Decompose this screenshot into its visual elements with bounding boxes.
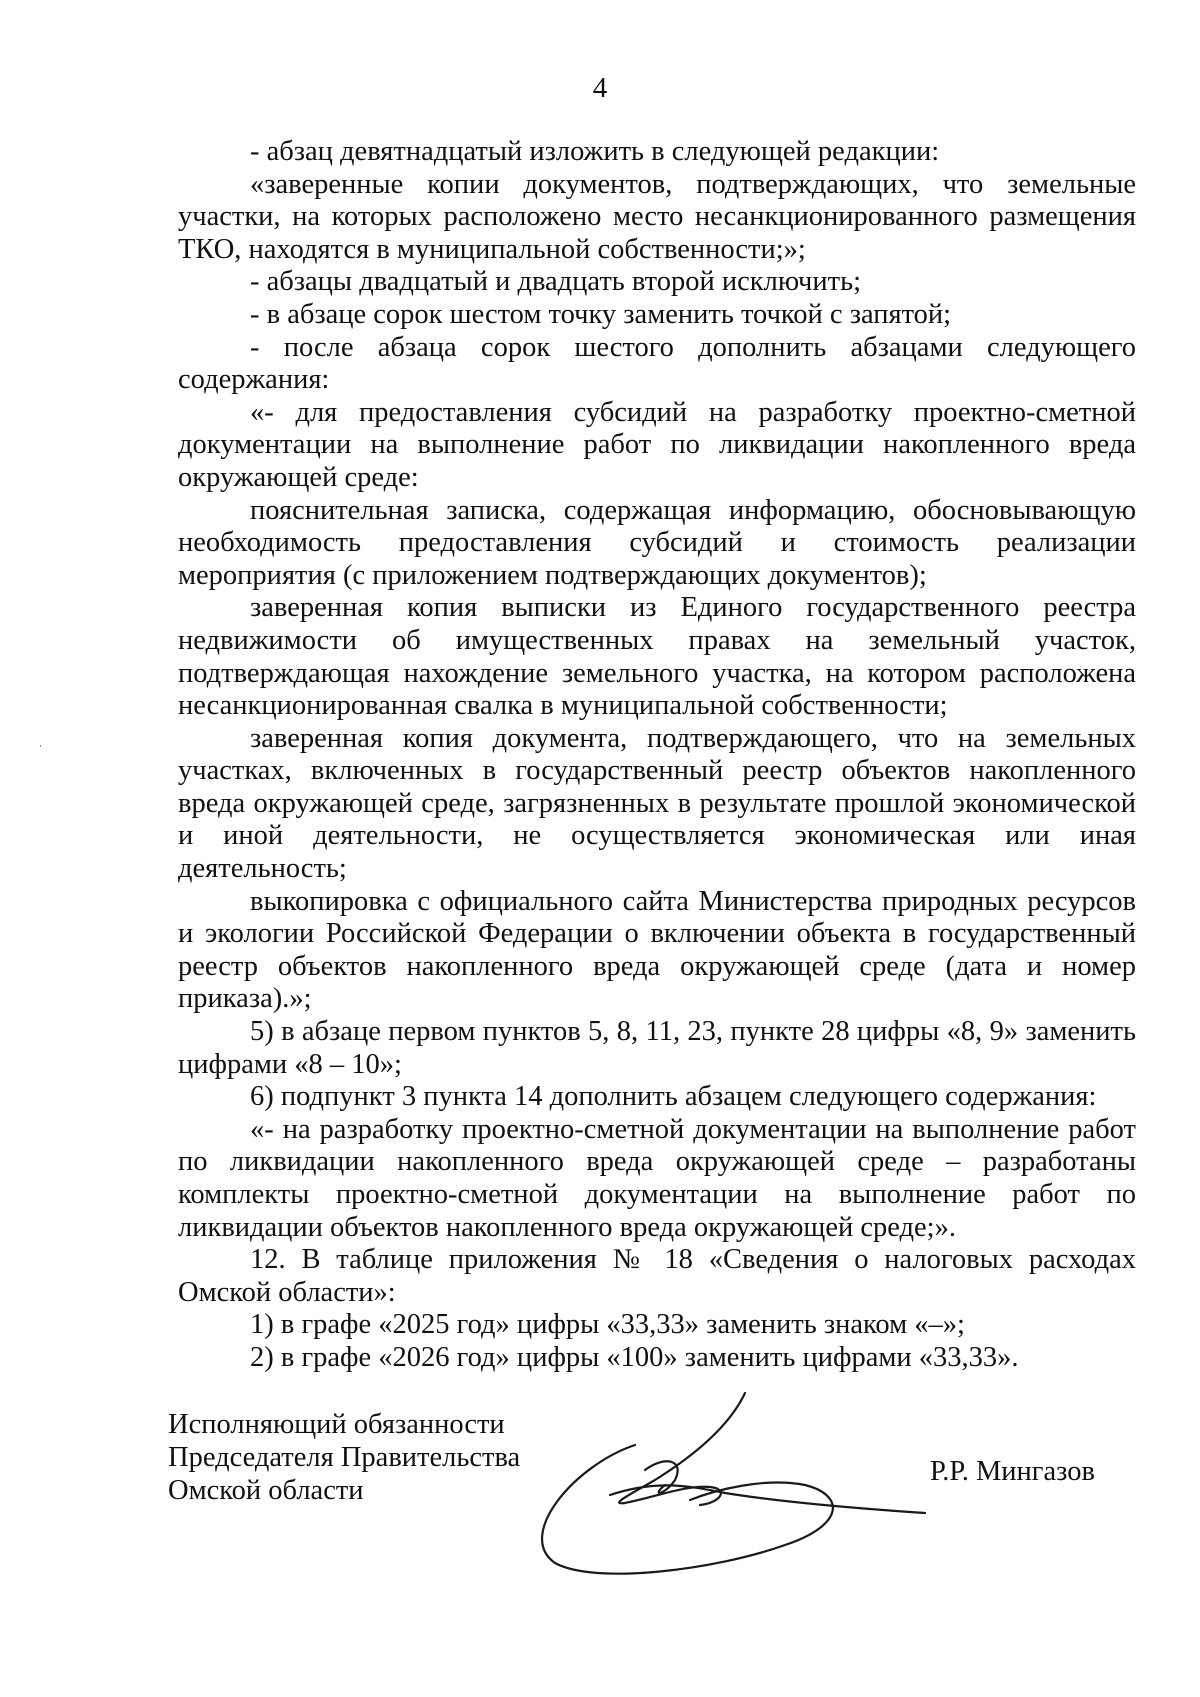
paragraph: 6) подпункт 3 пункта 14 дополнить абзацем следующего содержания: — [250, 1081, 1097, 1113]
paragraph: 1) в графе «2025 год» цифры «33,33» заменить знаком «–»; — [250, 1309, 965, 1341]
paragraph: - после абзаца сорок шестого дополнить абзацами следующего содержания: — [178, 331, 1136, 396]
paragraph: 2) в графе «2026 год» цифры «100» заменить цифрами «33,33». — [250, 1341, 1019, 1373]
paragraph: - абзацы двадцатый и двадцать второй исключить; — [250, 266, 862, 298]
signatory-name: Р.Р. Мингазов — [930, 1456, 1095, 1487]
paragraph: 5) в абзаце первом пунктов 5, 8, 11, 23, пункте 28 цифры «8, 9» заменить цифрами «8 – 10»; — [178, 1016, 1136, 1080]
signatory-position-line: Исполняющий обязанности — [168, 1409, 505, 1440]
scan-speck — [40, 745, 41, 747]
paragraph: выкопировка с официального сайта Министерства природных ресурсов и экологии Российской Федерации о включении объекта в государственный реестр объектов накопленного вреда окружающей среде (дата и номер приказа).»; — [178, 885, 1136, 1015]
signatory-position — [168, 1408, 520, 1507]
paragraph: пояснительная записка, содержащая информацию, обосновывающую необходимость предоставления субсидий и стоимость реализации мероприятия (с приложением подтверждающих документов); — [178, 494, 1136, 591]
signatory-position-line: Председателя Правительства — [168, 1442, 521, 1473]
paragraph: 12. В таблице приложения № 18 «Сведения о налоговых расходах Омской области»: — [178, 1244, 1136, 1308]
paragraph: заверенная копия документа, подтверждающего, что на земельных участках, включенных в государственный реестр объектов накопленного вреда окружающей среде, загрязненных в результате прошлой экономической и иной деятельности, не осуществляется экономическая или иная деятельность; — [178, 722, 1136, 885]
page-number: 4 — [592, 72, 608, 104]
document-body — [178, 136, 1136, 1375]
signatory-position-line: Омской области — [168, 1475, 364, 1506]
paragraph: - абзац девятнадцатый изложить в следующей редакции: — [250, 136, 940, 167]
paragraph: заверенная копия выписки из Единого государственного реестра недвижимости об имущественных правах на земельный участок, подтверждающая нахождение земельного участка, на котором расположена несанкционированная свалка в муниципальной собственности; — [178, 592, 1136, 722]
handwritten-signature — [515, 1385, 935, 1575]
paragraph: «- для предоставления субсидий на разработку проектно-сметной документации на выполнение работ по ликвидации накопленного вреда окружающей среде: — [178, 396, 1136, 493]
paragraph: «- на разработку проектно-сметной документации на выполнение работ по ликвидации накопленного вреда окружающей среде – разработаны комплекты проектно-сметной документации на выполнение работ по ликвидации объектов накопленного вреда окружающей среде;». — [178, 1113, 1136, 1243]
paragraph: - в абзаце сорок шестом точку заменить точкой с запятой; — [250, 298, 952, 330]
paragraph: «заверенные копии документов, подтверждающих, что земельные участки, на которых расположено место несанкционированного размещения ТКО, находятся в муниципальной собственности;»; — [178, 168, 1136, 265]
